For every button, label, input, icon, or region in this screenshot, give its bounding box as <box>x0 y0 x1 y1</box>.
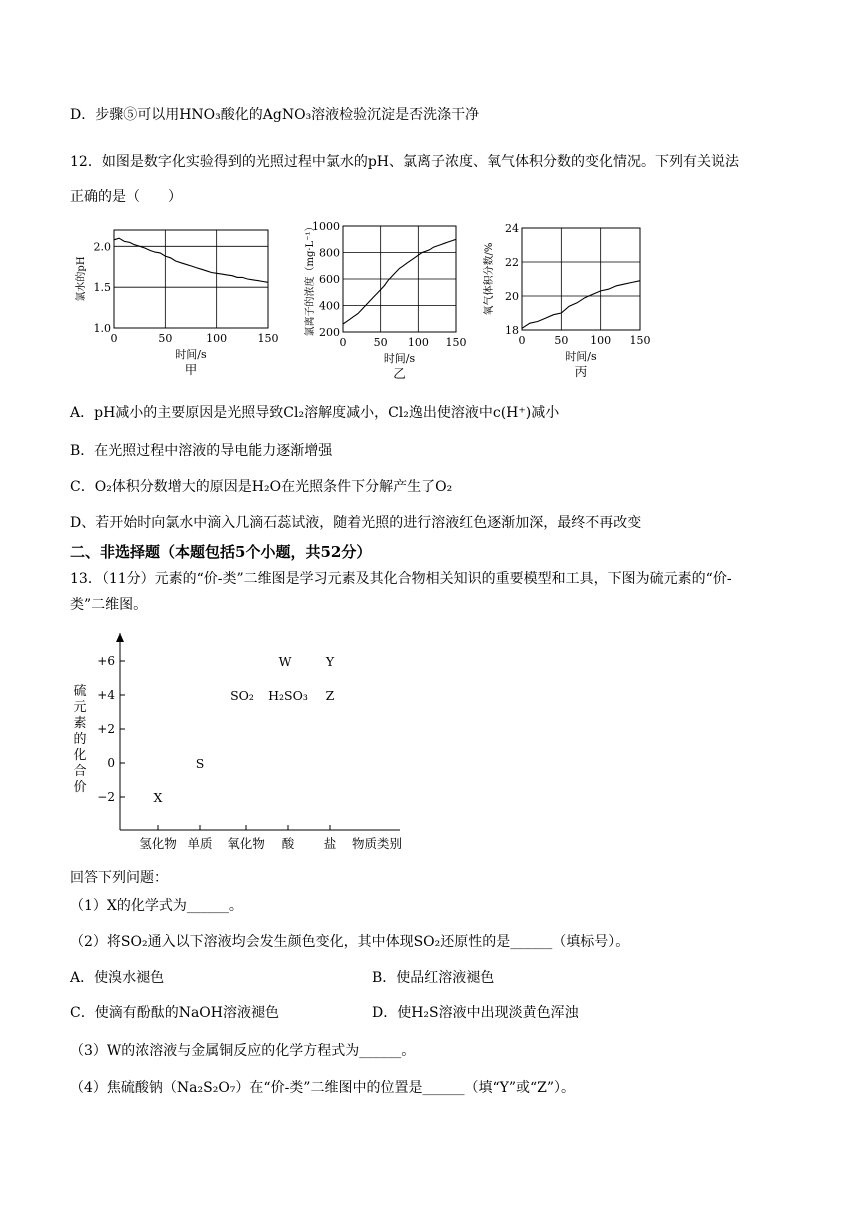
point-label: Y <box>325 654 335 669</box>
x-axis-label: 时间/s <box>565 350 597 363</box>
answer-prompt: 回答下列问题： <box>70 870 168 886</box>
x-tick-label: 0 <box>518 334 526 347</box>
x-tick-label: 100 <box>590 334 612 347</box>
sulfur-valence-diagram <box>70 625 430 860</box>
y-tick-label: 1.5 <box>93 281 111 295</box>
y-tick-label: 24 <box>505 222 519 235</box>
x-axis-label: 物质类别 <box>352 836 403 851</box>
y-tick-label: 200 <box>319 326 340 339</box>
point-label: Z <box>325 688 335 703</box>
x-tick-label: 50 <box>554 334 569 347</box>
chart-title: 甲 <box>184 362 198 377</box>
sub-question-2: （2）将SO₂通入以下溶液均会发生颜色变化，其中体现SO₂还原性的是______（填标号）。 <box>70 934 630 950</box>
y-axis-label: 氯离子的浓度（mg·L⁻¹） <box>305 221 316 337</box>
y-tick-label: 22 <box>505 256 519 269</box>
sub-option-a: A．使溴水褪色 <box>70 970 165 986</box>
point-label: H₂SO₃ <box>268 688 308 703</box>
x-tick-label: 0 <box>110 332 118 345</box>
section-2-heading: 二、非选择题（本题包括5个小题，共52分） <box>70 543 372 561</box>
x-tick-label: 150 <box>445 336 467 349</box>
y-tick-label: 1.0 <box>93 322 111 335</box>
sub-question-3: （3）W的浓溶液与金属铜反应的化学方程式为______。 <box>70 1043 416 1059</box>
q12-option-d: D、若开始时向氯水中滴入几滴石蕊试液，随着光照的进行溶液红色逐渐加深，最终不再改变 <box>70 515 642 531</box>
x-tick-label: 50 <box>373 336 388 349</box>
option-d-previous: D．步骤⑤可以用HNO₃酸化的AgNO₃溶液检验沉淀是否洗涤干净 <box>70 107 480 123</box>
series-line <box>343 239 456 324</box>
y-axis-label-char: 元 <box>73 700 87 715</box>
y-tick-label: +6 <box>97 654 115 668</box>
y-axis-label-char: 合 <box>73 764 87 779</box>
point-label: S <box>195 756 205 771</box>
y-tick-label: 18 <box>505 324 519 337</box>
plot-frame <box>522 228 640 330</box>
question-12-stem-cont: 正确的是（ ） <box>70 189 182 205</box>
y-tick-label: −2 <box>97 790 115 804</box>
sub-option-d: D．使H₂S溶液中出现淡黄色浑浊 <box>372 1005 579 1021</box>
category-label: 盐 <box>323 836 337 851</box>
category-label: 氧化物 <box>227 836 265 851</box>
x-tick-label: 0 <box>339 336 347 349</box>
chart-oxygen <box>482 222 651 379</box>
y-axis-label-char: 素 <box>73 716 87 731</box>
x-tick-label: 150 <box>629 334 651 347</box>
x-tick-label: 100 <box>206 332 228 345</box>
sub-option-c: C．使滴有酚酞的NaOH溶液褪色 <box>70 1005 279 1021</box>
y-tick-label: +2 <box>97 722 115 736</box>
q12-option-c: C．O₂体积分数增大的原因是H₂O在光照条件下分解产生了O₂ <box>70 479 453 495</box>
chart-ph <box>74 230 279 377</box>
series-line <box>114 238 268 282</box>
category-label: 单质 <box>187 836 213 851</box>
chart-title: 乙 <box>393 366 406 381</box>
q12-charts <box>70 218 670 388</box>
x-axis-label: 时间/s <box>383 352 416 365</box>
x-tick-label: 100 <box>407 336 429 349</box>
y-axis-label-char: 硫 <box>73 684 87 699</box>
plot-frame <box>114 230 268 328</box>
category-label: 酸 <box>281 836 295 851</box>
y-tick-label: 20 <box>505 290 519 303</box>
y-tick-label: 800 <box>319 246 340 260</box>
y-tick-label: +4 <box>97 688 115 702</box>
x-axis-label: 时间/s <box>175 348 207 361</box>
sub-question-4: （4）焦硫酸钠（Na₂S₂O₇）在“价-类”二维图中的位置是______（填“Y”或“Z”）。 <box>70 1080 576 1096</box>
point-label: SO₂ <box>230 688 254 703</box>
x-tick-label: 50 <box>158 332 173 345</box>
y-tick-label: 400 <box>319 299 340 313</box>
q12-option-a: A．pH减小的主要原因是光照导致Cl₂溶解度减小，Cl₂逸出使溶液中c(H⁺)减小 <box>70 405 560 421</box>
y-tick-label: 600 <box>319 273 340 286</box>
chart-title: 丙 <box>574 364 588 379</box>
question-13-stem: 13．（11分）元素的“价-类”二维图是学习元素及其化合物相关知识的重要模型和工具，下图为硫元素的“价- <box>70 571 732 587</box>
chart-chloride <box>303 220 467 381</box>
y-axis-label: 氯水的pH <box>76 256 87 302</box>
y-axis-label-char: 的 <box>73 732 87 747</box>
question-12-stem: 12．如图是数字化实验得到的光照过程中氯水的pH、氯离子浓度、氧气体积分数的变化情况。下列有关说法 <box>70 154 739 170</box>
y-tick-label: 1000 <box>312 220 340 233</box>
category-label: 氢化物 <box>139 836 177 851</box>
x-tick-label: 150 <box>257 332 279 345</box>
question-13-stem-cont: 类”二维图。 <box>70 597 148 613</box>
q12-option-b: B．在光照过程中溶液的导电能力逐渐增强 <box>70 443 333 459</box>
series-line <box>522 281 640 329</box>
y-axis-label-char: 价 <box>73 780 87 795</box>
y-axis-label-char: 化 <box>73 748 87 763</box>
y-axis-arrow <box>116 633 124 642</box>
y-tick-label: 0 <box>107 756 115 770</box>
y-axis-label: 氧气体积分数/% <box>484 242 495 316</box>
y-tick-label: 2.0 <box>93 240 111 254</box>
sub-option-b: B．使品红溶液褪色 <box>372 970 495 986</box>
point-label: X <box>153 790 163 805</box>
sub-question-1: （1）X的化学式为______。 <box>70 898 243 914</box>
point-label: W <box>278 654 292 669</box>
